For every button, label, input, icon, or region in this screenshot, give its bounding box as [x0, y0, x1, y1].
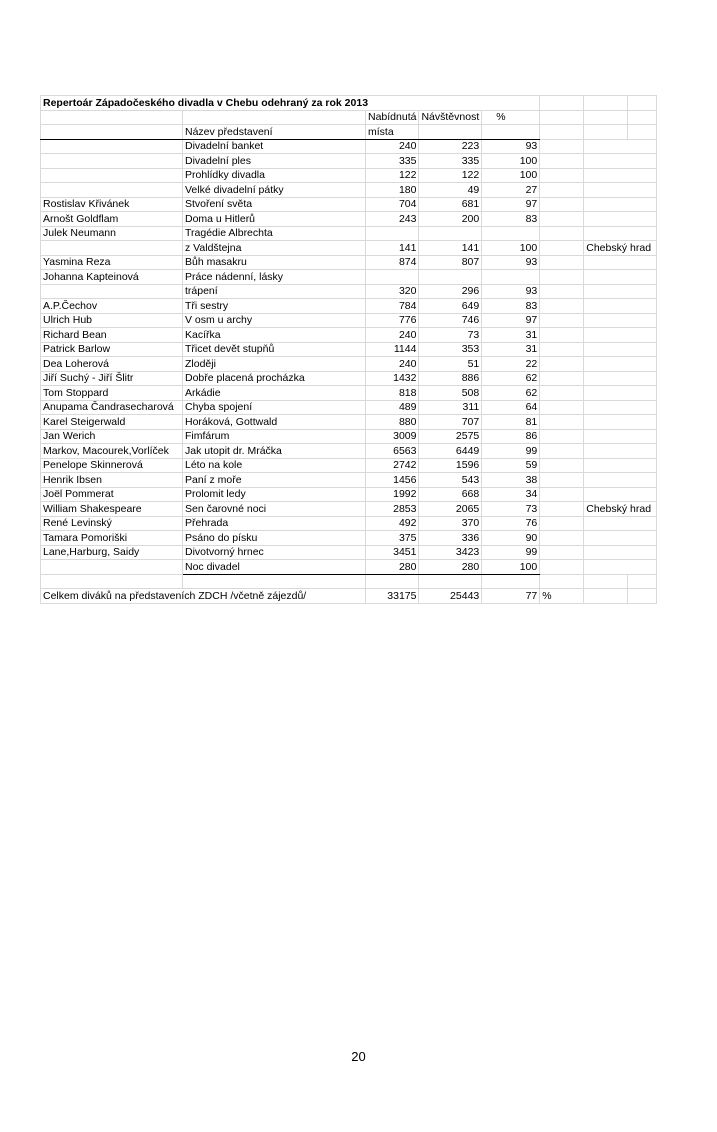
cell-attendance: 353	[419, 342, 482, 357]
page-number: 20	[351, 1049, 366, 1064]
cell-empty	[540, 313, 584, 328]
cell-venue: Chebský hrad	[584, 502, 657, 517]
cell-percent: 59	[482, 458, 540, 473]
total-percent: 77	[482, 589, 540, 604]
cell-empty	[540, 502, 584, 517]
cell-offered: 492	[366, 516, 419, 531]
cell-play: Zloději	[183, 357, 366, 372]
cell-author: Ulrich Hub	[41, 313, 183, 328]
cell-attendance: 51	[419, 357, 482, 372]
cell-venue	[584, 328, 657, 343]
cell-attendance	[419, 270, 482, 285]
cell-play: Arkádie	[183, 386, 366, 401]
cell-author: Anupama Čandrasecharová	[41, 400, 183, 415]
cell-attendance: 141	[419, 241, 482, 256]
table-row	[41, 255, 657, 270]
cell-play: Práce nádenní, lásky	[183, 270, 366, 285]
table-row	[41, 560, 657, 575]
cell-offered: 6563	[366, 444, 419, 459]
header-title: Název představení	[183, 125, 366, 140]
cell-venue	[584, 400, 657, 415]
cell-play: Léto na kole	[183, 458, 366, 473]
cell-author	[41, 168, 183, 183]
cell-author: Richard Bean	[41, 328, 183, 343]
cell-percent: 31	[482, 342, 540, 357]
cell-author	[41, 139, 183, 154]
cell-percent: 100	[482, 168, 540, 183]
table-row	[41, 357, 657, 372]
cell-attendance: 649	[419, 299, 482, 314]
cell-empty	[540, 531, 584, 546]
cell-offered: 240	[366, 139, 419, 154]
cell-author	[41, 560, 183, 575]
cell-empty	[540, 241, 584, 256]
cell-author: Tamara Pomoriški	[41, 531, 183, 546]
cell-empty	[540, 328, 584, 343]
cell-offered: 3451	[366, 545, 419, 560]
cell-offered: 122	[366, 168, 419, 183]
cell-percent: 62	[482, 371, 540, 386]
cell-empty	[540, 197, 584, 212]
table-row	[41, 139, 657, 154]
cell-percent: 83	[482, 299, 540, 314]
cell-venue	[584, 371, 657, 386]
cell-venue	[584, 560, 657, 575]
cell-play: Tragédie Albrechta	[183, 226, 366, 241]
cell-percent: 93	[482, 139, 540, 154]
table-row	[41, 197, 657, 212]
cell-venue	[584, 299, 657, 314]
cell-offered: 180	[366, 183, 419, 198]
cell-play: Kacířka	[183, 328, 366, 343]
cell-author: Arnošt Goldflam	[41, 212, 183, 227]
cell-author: René Levinský	[41, 516, 183, 531]
cell-venue: Chebský hrad	[584, 241, 657, 256]
cell-offered: 704	[366, 197, 419, 212]
cell-attendance: 707	[419, 415, 482, 430]
cell-empty	[540, 400, 584, 415]
header-offered-line2: místa	[366, 125, 419, 140]
table-row	[41, 241, 657, 256]
cell-percent: 81	[482, 415, 540, 430]
cell-offered: 141	[366, 241, 419, 256]
header-offered: Nabídnutá	[366, 110, 419, 125]
cell-venue	[584, 197, 657, 212]
cell-attendance: 681	[419, 197, 482, 212]
cell-empty	[540, 487, 584, 502]
cell-author: Henrik Ibsen	[41, 473, 183, 488]
cell-offered	[366, 270, 419, 285]
cell-author	[41, 154, 183, 169]
cell-offered: 489	[366, 400, 419, 415]
cell-percent: 100	[482, 241, 540, 256]
cell-offered: 2853	[366, 502, 419, 517]
cell-offered: 320	[366, 284, 419, 299]
cell-empty	[540, 284, 584, 299]
table-row	[41, 531, 657, 546]
cell-venue	[584, 487, 657, 502]
table-row	[41, 444, 657, 459]
cell-offered: 874	[366, 255, 419, 270]
cell-empty	[540, 226, 584, 241]
cell-percent: 93	[482, 255, 540, 270]
cell-attendance: 122	[419, 168, 482, 183]
cell-play: Paní z moře	[183, 473, 366, 488]
cell-author	[41, 183, 183, 198]
cell-author: Lane,Harburg, Saidy	[41, 545, 183, 560]
cell-play: Psáno do písku	[183, 531, 366, 546]
cell-empty	[540, 429, 584, 444]
cell-offered: 818	[366, 386, 419, 401]
cell-play: Divadelní ples	[183, 154, 366, 169]
cell-percent: 38	[482, 473, 540, 488]
cell-attendance: 223	[419, 139, 482, 154]
cell-venue	[584, 139, 657, 154]
cell-play: Doma u Hitlerů	[183, 212, 366, 227]
cell-offered: 880	[366, 415, 419, 430]
cell-percent: 62	[482, 386, 540, 401]
cell-author: Dea Loherová	[41, 357, 183, 372]
table-row	[41, 226, 657, 241]
cell-percent: 100	[482, 154, 540, 169]
cell-venue	[584, 357, 657, 372]
cell-empty	[540, 357, 584, 372]
cell-empty	[540, 473, 584, 488]
cell-percent: 93	[482, 284, 540, 299]
cell-percent: 76	[482, 516, 540, 531]
cell-author: Karel Steigerwald	[41, 415, 183, 430]
cell-play: V osm u archy	[183, 313, 366, 328]
cell-venue	[584, 473, 657, 488]
cell-percent: 99	[482, 545, 540, 560]
cell-attendance: 200	[419, 212, 482, 227]
cell-venue	[584, 212, 657, 227]
table-row	[41, 545, 657, 560]
cell-venue	[584, 444, 657, 459]
cell-offered: 1992	[366, 487, 419, 502]
table-row	[41, 458, 657, 473]
cell-venue	[584, 284, 657, 299]
cell-empty	[540, 139, 584, 154]
cell-empty	[540, 458, 584, 473]
cell-offered: 2742	[366, 458, 419, 473]
cell-offered: 784	[366, 299, 419, 314]
cell-attendance: 3423	[419, 545, 482, 560]
cell-author: Johanna Kapteinová	[41, 270, 183, 285]
cell-play: Divadelní banket	[183, 139, 366, 154]
cell-play: Divotvorný hrnec	[183, 545, 366, 560]
table-row	[41, 386, 657, 401]
cell-offered	[366, 226, 419, 241]
cell-author: Patrick Barlow	[41, 342, 183, 357]
table-row	[41, 473, 657, 488]
cell-author: Tom Stoppard	[41, 386, 183, 401]
cell-offered: 243	[366, 212, 419, 227]
cell-play: Bůh masakru	[183, 255, 366, 270]
table-row	[41, 328, 657, 343]
cell-percent: 22	[482, 357, 540, 372]
cell-offered: 240	[366, 328, 419, 343]
total-attendance: 25443	[419, 589, 482, 604]
cell-play: Prolomit ledy	[183, 487, 366, 502]
cell-empty	[540, 168, 584, 183]
cell-play: Chyba spojení	[183, 400, 366, 415]
cell-play: Stvoření světa	[183, 197, 366, 212]
cell-play: Horáková, Gottwald	[183, 415, 366, 430]
cell-offered: 375	[366, 531, 419, 546]
cell-empty	[540, 255, 584, 270]
cell-author: A.P.Čechov	[41, 299, 183, 314]
cell-offered: 776	[366, 313, 419, 328]
table-title: Repertoár Západočeského divadla v Chebu odehraný za rok 2013	[41, 96, 540, 111]
total-offered: 33175	[366, 589, 419, 604]
cell-attendance	[419, 226, 482, 241]
table-row	[41, 299, 657, 314]
cell-author: Penelope Skinnerová	[41, 458, 183, 473]
cell-venue	[584, 226, 657, 241]
cell-play: Sen čarovné noci	[183, 502, 366, 517]
cell-attendance: 280	[419, 560, 482, 575]
cell-play: Noc divadel	[183, 560, 366, 575]
table-row	[41, 415, 657, 430]
cell-author: Jan Werich	[41, 429, 183, 444]
cell-attendance: 508	[419, 386, 482, 401]
cell-percent: 99	[482, 444, 540, 459]
cell-attendance: 746	[419, 313, 482, 328]
cell-author: Yasmina Reza	[41, 255, 183, 270]
table-row	[41, 502, 657, 517]
cell-play: Přehrada	[183, 516, 366, 531]
cell-play: trápení	[183, 284, 366, 299]
cell-offered: 3009	[366, 429, 419, 444]
table-row	[41, 168, 657, 183]
cell-venue	[584, 154, 657, 169]
cell-venue	[584, 386, 657, 401]
cell-offered: 280	[366, 560, 419, 575]
cell-venue	[584, 545, 657, 560]
cell-venue	[584, 531, 657, 546]
cell-percent: 97	[482, 197, 540, 212]
cell-empty	[540, 154, 584, 169]
cell-empty	[540, 386, 584, 401]
total-percent-sign: %	[540, 589, 584, 604]
repertoire-table	[40, 95, 657, 604]
cell-empty	[540, 299, 584, 314]
table-row	[41, 183, 657, 198]
cell-author: Joël Pommerat	[41, 487, 183, 502]
cell-venue	[584, 458, 657, 473]
cell-venue	[584, 168, 657, 183]
cell-author: Julek Neumann	[41, 226, 183, 241]
cell-attendance: 370	[419, 516, 482, 531]
cell-empty	[540, 270, 584, 285]
cell-percent: 90	[482, 531, 540, 546]
cell-play: Třicet devět stupňů	[183, 342, 366, 357]
cell-empty	[540, 415, 584, 430]
cell-attendance: 336	[419, 531, 482, 546]
cell-percent	[482, 226, 540, 241]
table-row	[41, 270, 657, 285]
table-row	[41, 313, 657, 328]
cell-venue	[584, 342, 657, 357]
cell-percent: 86	[482, 429, 540, 444]
table-row	[41, 212, 657, 227]
cell-author: Markov, Macourek,Vorlíček	[41, 444, 183, 459]
cell-play: Prohlídky divadla	[183, 168, 366, 183]
table-row	[41, 284, 657, 299]
cell-author: Rostislav Křivánek	[41, 197, 183, 212]
cell-percent: 64	[482, 400, 540, 415]
cell-attendance: 49	[419, 183, 482, 198]
cell-empty	[540, 560, 584, 575]
cell-author: William Shakespeare	[41, 502, 183, 517]
cell-play: Jak utopit dr. Mráčka	[183, 444, 366, 459]
cell-venue	[584, 516, 657, 531]
cell-attendance: 73	[419, 328, 482, 343]
cell-percent: 97	[482, 313, 540, 328]
cell-empty	[540, 444, 584, 459]
cell-author	[41, 284, 183, 299]
cell-attendance: 335	[419, 154, 482, 169]
cell-percent: 83	[482, 212, 540, 227]
cell-percent: 34	[482, 487, 540, 502]
cell-empty	[540, 183, 584, 198]
cell-offered: 335	[366, 154, 419, 169]
cell-offered: 1144	[366, 342, 419, 357]
cell-venue	[584, 313, 657, 328]
table-row	[41, 154, 657, 169]
header-percent: %	[482, 110, 540, 125]
cell-offered: 1456	[366, 473, 419, 488]
cell-venue	[584, 183, 657, 198]
cell-empty	[540, 342, 584, 357]
cell-play: Dobře placená procházka	[183, 371, 366, 386]
cell-attendance: 886	[419, 371, 482, 386]
cell-venue	[584, 429, 657, 444]
cell-offered: 240	[366, 357, 419, 372]
cell-percent: 100	[482, 560, 540, 575]
cell-attendance: 6449	[419, 444, 482, 459]
cell-attendance: 2575	[419, 429, 482, 444]
cell-play: Velké divadelní pátky	[183, 183, 366, 198]
cell-offered: 1432	[366, 371, 419, 386]
cell-empty	[540, 545, 584, 560]
cell-venue	[584, 255, 657, 270]
cell-attendance: 1596	[419, 458, 482, 473]
table-row	[41, 429, 657, 444]
cell-empty	[540, 516, 584, 531]
table-row	[41, 400, 657, 415]
cell-play: Tři sestry	[183, 299, 366, 314]
total-label: Celkem diváků na představeních ZDCH /včetně zájezdů/	[41, 589, 366, 604]
cell-attendance: 296	[419, 284, 482, 299]
cell-percent	[482, 270, 540, 285]
cell-venue	[584, 270, 657, 285]
cell-attendance: 668	[419, 487, 482, 502]
cell-author: Jiří Suchý - Jiří Šlitr	[41, 371, 183, 386]
cell-empty	[540, 212, 584, 227]
cell-empty	[540, 371, 584, 386]
cell-play: Fimfárum	[183, 429, 366, 444]
cell-play: z Valdštejna	[183, 241, 366, 256]
cell-venue	[584, 415, 657, 430]
table-row	[41, 487, 657, 502]
cell-percent: 31	[482, 328, 540, 343]
table-row	[41, 342, 657, 357]
cell-attendance: 311	[419, 400, 482, 415]
cell-attendance: 807	[419, 255, 482, 270]
cell-attendance: 2065	[419, 502, 482, 517]
cell-attendance: 543	[419, 473, 482, 488]
cell-author	[41, 241, 183, 256]
table-row	[41, 516, 657, 531]
header-attendance: Návštěvnost	[419, 110, 482, 125]
table-row	[41, 371, 657, 386]
cell-percent: 73	[482, 502, 540, 517]
cell-percent: 27	[482, 183, 540, 198]
